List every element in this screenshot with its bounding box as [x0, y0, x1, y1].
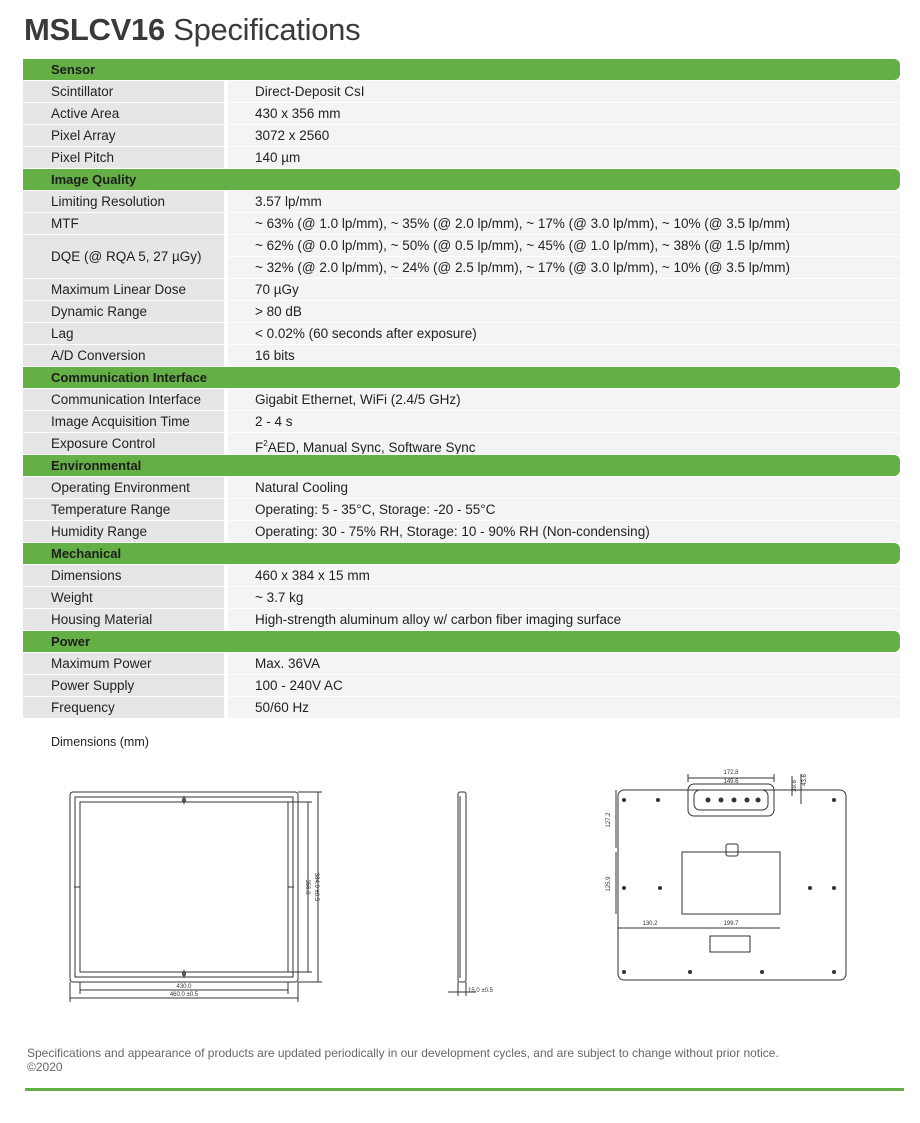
spec-row — [23, 345, 900, 366]
spec-value: 140 µm — [255, 150, 301, 165]
spec-values — [228, 81, 900, 102]
spec-values — [228, 389, 900, 410]
spec-value: 70 µGy — [255, 282, 299, 297]
spec-values — [228, 587, 900, 608]
spec-value: > 80 dB — [255, 304, 302, 319]
battery-cover — [682, 852, 780, 914]
spec-value: Operating: 30 - 75% RH, Storage: 10 - 90% RH (Non-condensing) — [255, 524, 650, 539]
spec-label: Scintillator — [23, 81, 224, 102]
footer-copyright: ©2020 — [27, 1060, 63, 1074]
dim-d5: 127.2 — [606, 812, 612, 828]
battery-latch — [726, 844, 738, 856]
spec-row — [23, 191, 900, 212]
spec-value: 430 x 356 mm — [255, 106, 341, 121]
spec-values — [228, 345, 900, 366]
footer-rule — [25, 1088, 904, 1091]
spec-values — [228, 411, 900, 432]
spec-value: Operating: 5 - 35°C, Storage: -20 - 55°C — [255, 502, 496, 517]
spec-row — [23, 499, 900, 520]
dim-thickness: 15.0 ±0.5 — [468, 988, 493, 994]
spec-value: ~ 62% (@ 0.0 lp/mm), ~ 50% (@ 0.5 lp/mm), ~ 45% (@ 1.0 lp/mm), ~ 38% (@ 1.5 lp/mm) — [255, 238, 790, 253]
spec-values — [228, 147, 900, 168]
spec-row — [23, 609, 900, 630]
spec-values — [228, 653, 900, 674]
screw-icon — [658, 886, 662, 890]
dim-d3: 39.8 — [792, 780, 798, 792]
spec-values — [228, 213, 900, 234]
spec-row — [23, 147, 900, 168]
spec-label: Image Acquisition Time — [23, 411, 224, 432]
spec-values — [228, 235, 900, 278]
dim-d8: 199.7 — [723, 921, 739, 927]
spec-row — [23, 587, 900, 608]
spec-row — [23, 213, 900, 234]
panel-outer-inner-outline — [75, 797, 293, 977]
spec-value: 2 - 4 s — [255, 414, 293, 429]
dim-d2: 149.6 — [723, 779, 739, 785]
spec-label: Dynamic Range — [23, 301, 224, 322]
screw-icon — [622, 886, 626, 890]
page-title — [24, 12, 360, 48]
spec-value: Max. 36VA — [255, 656, 321, 671]
spec-row — [23, 565, 900, 586]
spec-values — [228, 565, 900, 586]
dim-d6: 125.9 — [606, 876, 612, 892]
handle-hole — [719, 798, 724, 803]
spec-values — [228, 433, 900, 454]
spec-row — [23, 675, 900, 696]
title-suffix: Specifications — [173, 12, 361, 47]
spec-values — [228, 301, 900, 322]
spec-values — [228, 697, 900, 718]
spec-value: ~ 32% (@ 2.0 lp/mm), ~ 24% (@ 2.5 lp/mm), ~ 17% (@ 3.0 lp/mm), ~ 10% (@ 3.5 lp/mm) — [228, 256, 900, 278]
handle-hole — [732, 798, 737, 803]
spec-row — [23, 103, 900, 124]
spec-row — [23, 697, 900, 718]
spec-row — [23, 235, 900, 278]
side-view-drawing — [440, 760, 500, 1006]
spec-row — [23, 125, 900, 146]
spec-value: Gigabit Ethernet, WiFi (2.4/5 GHz) — [255, 392, 461, 407]
screw-icon — [688, 970, 692, 974]
footer — [27, 1046, 779, 1074]
spec-row — [23, 411, 900, 432]
spec-row — [23, 323, 900, 344]
section-header: Environmental — [23, 455, 900, 476]
spec-value: Direct-Deposit CsI — [255, 84, 365, 99]
spec-label: Lag — [23, 323, 224, 344]
dimensions-caption: Dimensions (mm) — [51, 735, 149, 749]
spec-label: Maximum Power — [23, 653, 224, 674]
spec-row — [23, 653, 900, 674]
section-header: Power — [23, 631, 900, 652]
spec-values — [228, 279, 900, 300]
handle-hole — [706, 798, 711, 803]
dim-d7: 130.2 — [642, 921, 658, 927]
side-outline — [458, 792, 466, 982]
spec-row — [23, 389, 900, 410]
dim-d4: 43.6 — [802, 774, 808, 786]
screw-icon — [832, 798, 836, 802]
spec-value: 3.57 lp/mm — [255, 194, 322, 209]
spec-label: A/D Conversion — [23, 345, 224, 366]
spec-label: Limiting Resolution — [23, 191, 224, 212]
spec-values — [228, 125, 900, 146]
dim-width-outer: 460.0 ±0.5 — [169, 992, 199, 998]
spec-values — [228, 499, 900, 520]
spec-value: 16 bits — [255, 348, 295, 363]
spec-values — [228, 609, 900, 630]
spec-value: ~ 63% (@ 1.0 lp/mm), ~ 35% (@ 2.0 lp/mm), ~ 17% (@ 3.0 lp/mm), ~ 10% (@ 3.5 lp/mm) — [255, 216, 790, 231]
spec-value-sup: 2 — [263, 439, 268, 448]
spec-value: 460 x 384 x 15 mm — [255, 568, 370, 583]
screw-icon — [760, 970, 764, 974]
spec-label: Pixel Pitch — [23, 147, 224, 168]
spec-row — [23, 279, 900, 300]
handle-outer — [688, 784, 774, 816]
dim-height-outer: 384.0 ±0.5 — [313, 872, 319, 902]
spec-value: 3072 x 2560 — [255, 128, 330, 143]
dim-width-inner: 430.0 — [176, 984, 192, 990]
spec-values — [228, 103, 900, 124]
spec-label: Humidity Range — [23, 521, 224, 542]
spec-table — [23, 59, 900, 719]
dim-d1: 172.8 — [723, 770, 739, 776]
spec-values — [228, 675, 900, 696]
active-area-outline — [80, 802, 288, 972]
section-header: Sensor — [23, 59, 900, 80]
section-header: Mechanical — [23, 543, 900, 564]
spec-values — [228, 477, 900, 498]
spec-row — [23, 433, 900, 454]
screw-icon — [622, 970, 626, 974]
spec-value: 50/60 Hz — [255, 700, 310, 715]
spec-label: MTF — [23, 213, 224, 234]
spec-value — [228, 433, 900, 454]
handle-hole — [745, 798, 750, 803]
spec-label: Operating Environment — [23, 477, 224, 498]
spec-value-post: AED, Manual Sync, Software Sync — [267, 440, 476, 454]
spec-values — [228, 191, 900, 212]
spec-row — [23, 477, 900, 498]
footer-disclaimer: Specifications and appearance of products are updated periodically in our development cycles, and are subject to change without prior notice. — [27, 1046, 779, 1060]
spec-label: DQE (@ RQA 5, 27 µGy) — [23, 235, 224, 278]
screw-icon — [808, 886, 812, 890]
spec-value: 100 - 240V AC — [255, 678, 343, 693]
spec-label: Maximum Linear Dose — [23, 279, 224, 300]
screw-icon — [832, 970, 836, 974]
spec-row — [23, 521, 900, 542]
model-name: MSLCV16 — [24, 12, 165, 47]
spec-label: Exposure Control — [23, 433, 224, 454]
screw-icon — [622, 798, 626, 802]
spec-label: Pixel Array — [23, 125, 224, 146]
section-header: Image Quality — [23, 169, 900, 190]
spec-value: Natural Cooling — [255, 480, 349, 495]
screw-icon — [656, 798, 660, 802]
center-marks — [74, 796, 294, 978]
spec-label: Power Supply — [23, 675, 224, 696]
spec-label: Dimensions — [23, 565, 224, 586]
screw-icon — [832, 886, 836, 890]
spec-label: Housing Material — [23, 609, 224, 630]
spec-label: Temperature Range — [23, 499, 224, 520]
spec-value: High-strength aluminum alloy w/ carbon fiber imaging surface — [255, 612, 622, 627]
handle-hole — [756, 798, 761, 803]
back-view-drawing — [598, 760, 854, 990]
section-header: Communication Interface — [23, 367, 900, 388]
spec-label: Active Area — [23, 103, 224, 124]
spec-values — [228, 323, 900, 344]
spec-value: ~ 3.7 kg — [255, 590, 304, 605]
spec-label: Frequency — [23, 697, 224, 718]
spec-row — [23, 81, 900, 102]
spec-value-pre: F — [255, 440, 264, 454]
spec-label: Weight — [23, 587, 224, 608]
panel-outer-outline — [70, 792, 298, 982]
spec-value: < 0.02% (60 seconds after exposure) — [255, 326, 477, 341]
spec-label: Communication Interface — [23, 389, 224, 410]
spec-row — [23, 301, 900, 322]
spec-values — [228, 521, 900, 542]
dim-height-inner: 356.0 — [304, 879, 310, 895]
label-plate — [710, 936, 750, 952]
front-view-drawing — [62, 760, 332, 1006]
